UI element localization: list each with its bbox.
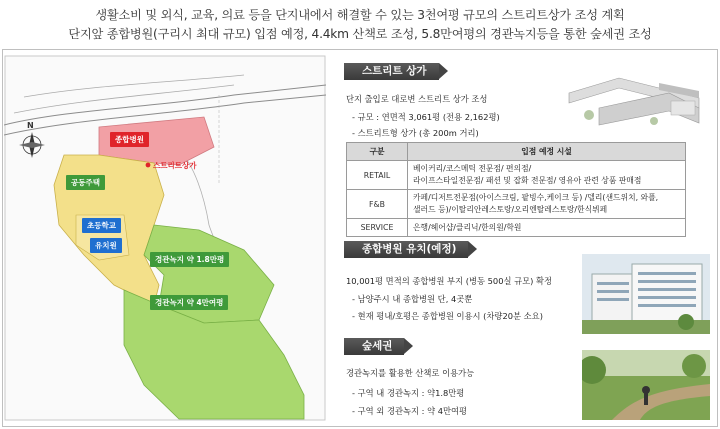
hospital-label: 종합병원 (110, 132, 149, 147)
header-line-2: 단지앞 종합병원(구리시 최대 규모) 입점 예정, 4.4km 산책로 조성, 5.8만여평의 경관녹지등을 통한 숲세권 조성 (68, 27, 652, 41)
site-map (4, 55, 326, 421)
table-cell-items (408, 161, 686, 190)
compass-north-label: N (27, 121, 34, 130)
table-cell-category: SERVICE (347, 219, 408, 237)
forest-line-2: - 구역 내 경관녹지 : 약1.8만평 (352, 388, 465, 398)
table-item-line: 은행/헤어샵/클리닉/한의원/학원 (413, 222, 522, 232)
section-title-street-mall: 스트리트 상가 (344, 63, 439, 80)
table-cell-category: F&B (347, 190, 408, 219)
street-mall-marker (146, 163, 151, 168)
green-zone-1-label: 경관녹지 약 1.8만평 (150, 252, 229, 267)
street-mall-label: 스트리트상가 (153, 161, 197, 170)
table-row (347, 161, 686, 190)
street-mall-type: - 스트리트형 상가 (총 200m 거리) (352, 128, 479, 138)
section-title-hospital: 종합병원 유치(예정) (344, 241, 468, 258)
table-item-line: 베이커리/코스메틱 전문점/ 편의점/ (413, 164, 532, 173)
hospital-line-2: - 남양주시 내 종합병원 단, 4곳뿐 (352, 294, 473, 304)
hospital-photo (582, 254, 710, 334)
table-cell-items (408, 190, 686, 219)
table-header-row (347, 143, 686, 161)
street-mall-scale: - 규모 : 연면적 3,061평 (전용 2,162평) (352, 112, 500, 122)
green-zone-2-label: 경관녹지 약 4만여평 (150, 295, 228, 310)
forest-line-3: - 구역 외 경관녹지 : 약 4만여평 (352, 406, 468, 416)
table-item-line: 카페/디저트전문점(아이스크림, 팥빙수,케이크 등) /델리(샌드위치, 와플, (413, 193, 659, 202)
site-map-drawing (4, 55, 326, 421)
forest-trail-photo (582, 350, 710, 420)
hospital-line-1: 10,001평 면적의 종합병원 부지 (병동 500실 규모) 확정 (346, 276, 553, 286)
table-header-category: 구분 (347, 143, 408, 161)
right-panel (334, 58, 714, 422)
kindergarten-label: 유치원 (90, 238, 122, 253)
table-item-line: 라이프스타일전문점/ 패션 및 잡화 전문점/ 영유아 관련 상품 판매점 (413, 176, 642, 185)
street-mall-intro: 단지 출입로 대로변 스트리트 상가 조성 (346, 94, 488, 104)
header (0, 0, 720, 47)
table-header-facilities: 입점 예정 시설 (408, 143, 686, 161)
hospital-line-3: - 현재 평내/호평은 종합병원 이용시 (차량20분 소요) (352, 311, 543, 321)
street-mall-rendering (559, 63, 709, 133)
table-cell-category: RETAIL (347, 161, 408, 190)
elementary-school-label: 초등학교 (82, 218, 121, 233)
section-title-forest: 숲세권 (344, 338, 404, 355)
table-row (347, 219, 686, 237)
table-item-line: 샐러드 등)/이탈리안레스토랑/오리엔탈레스토랑/한식뷔페 (413, 205, 608, 214)
facilities-table (346, 142, 686, 237)
table-cell-items (408, 219, 686, 237)
header-line-1: 생활소비 및 외식, 교육, 의료 등을 단지내에서 해결할 수 있는 3천여평 규모의 스트리트상가 조성 계획 (95, 8, 625, 22)
forest-line-1: 경관녹지를 활용한 산책로 이용가능 (346, 368, 475, 378)
apartment-label: 공동주택 (66, 175, 105, 190)
table-row (347, 190, 686, 219)
